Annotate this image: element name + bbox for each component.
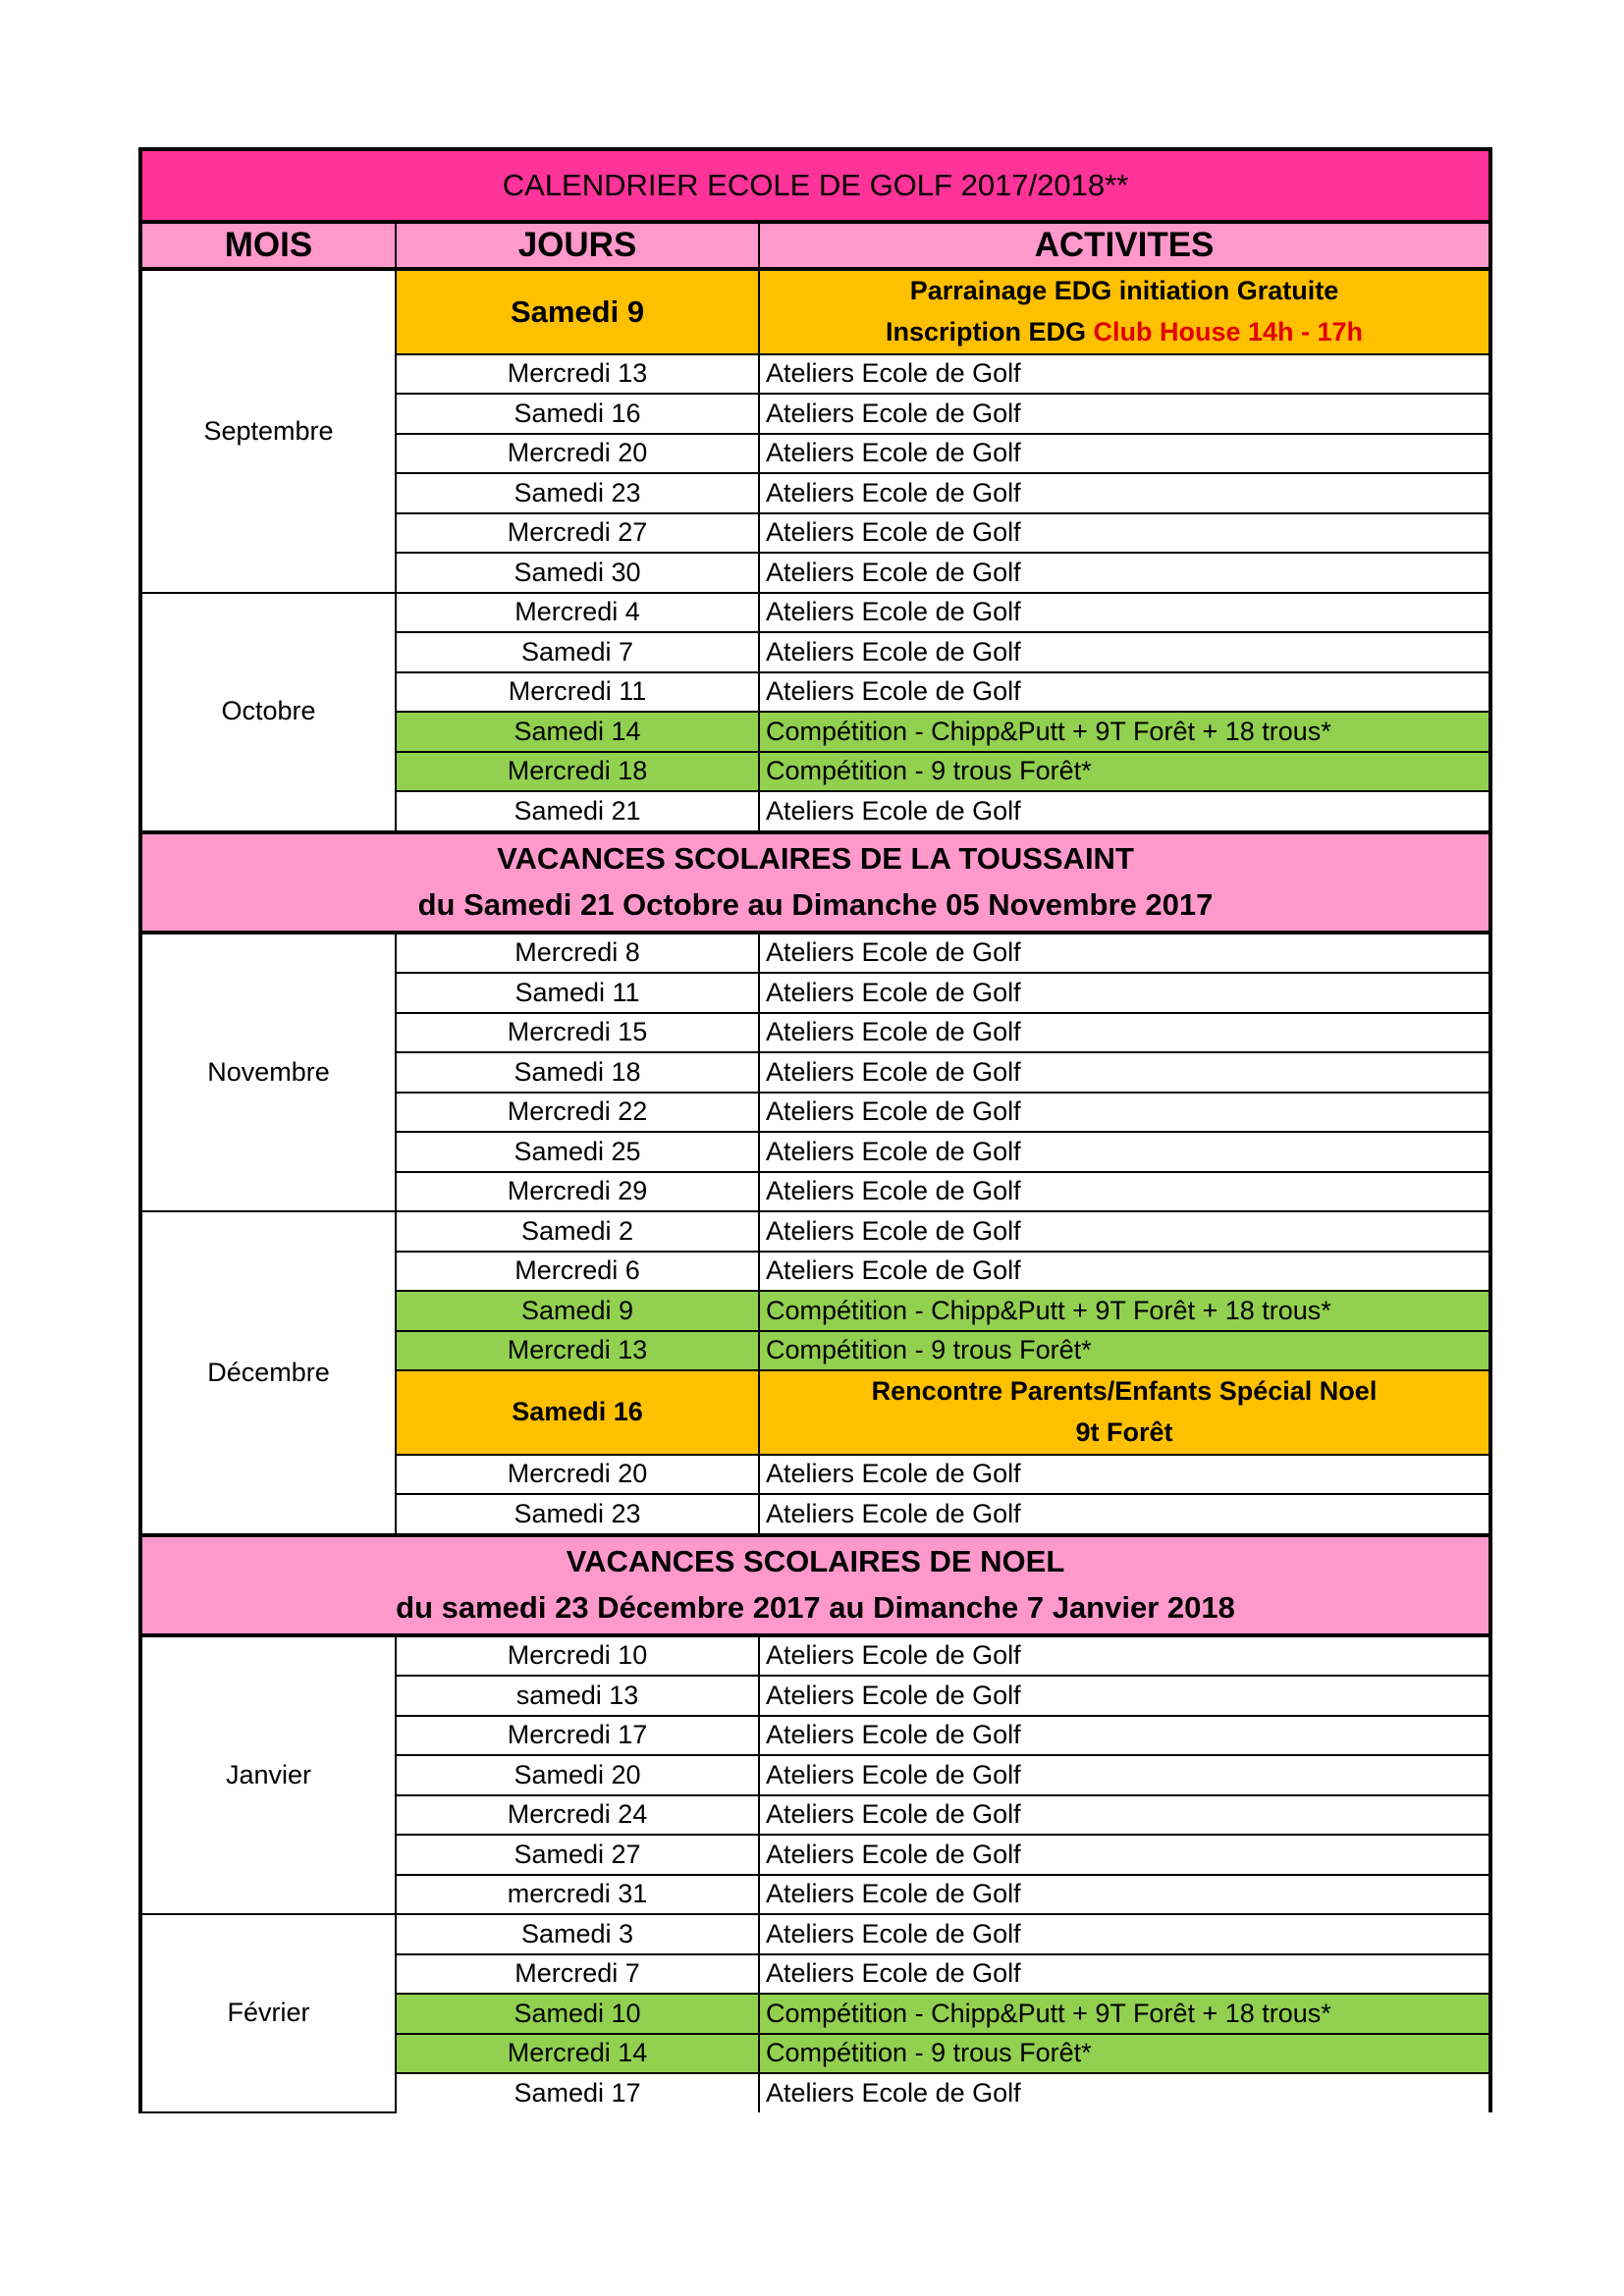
activity-cell (759, 1370, 1490, 1455)
day-cell: Mercredi 20 (396, 434, 759, 474)
activity-cell: Ateliers Ecole de Golf (759, 1455, 1490, 1495)
activity-cell: Ateliers Ecole de Golf (759, 1755, 1490, 1795)
day-cell: Samedi 9 (396, 1291, 759, 1331)
activity-cell: Ateliers Ecole de Golf (759, 1013, 1490, 1053)
day-cell: Samedi 2 (396, 1211, 759, 1252)
activity-cell: Compétition - Chipp&Putt + 9T Forêt + 18 trous* (759, 1994, 1490, 2034)
day-cell: Mercredi 8 (396, 933, 759, 974)
day-cell: Mercredi 17 (396, 1716, 759, 1756)
activity-cell: Ateliers Ecole de Golf (759, 973, 1490, 1013)
activity-cell: Ateliers Ecole de Golf (759, 2073, 1490, 2112)
activity-cell: Ateliers Ecole de Golf (759, 1875, 1490, 1915)
activity-cell: Ateliers Ecole de Golf (759, 1211, 1490, 1252)
holiday-banner-row (140, 1535, 1490, 1635)
month-cell: Novembre (140, 933, 396, 1212)
calendar-row (140, 1914, 1490, 1954)
activity-cell: Compétition - 9 trous Forêt* (759, 1331, 1490, 1371)
day-cell: Mercredi 15 (396, 1013, 759, 1053)
day-cell: Samedi 25 (396, 1132, 759, 1172)
activity-cell: Ateliers Ecole de Golf (759, 1494, 1490, 1535)
day-cell: Mercredi 22 (396, 1093, 759, 1133)
holiday-title: VACANCES SCOLAIRES DE NOEL (566, 1544, 1065, 1579)
day-cell: Samedi 18 (396, 1052, 759, 1093)
activity-cell: Ateliers Ecole de Golf (759, 672, 1490, 713)
day-cell: Samedi 23 (396, 1494, 759, 1535)
activity-cell: Ateliers Ecole de Golf (759, 354, 1490, 395)
activity-cell: Ateliers Ecole de Golf (759, 1795, 1490, 1836)
day-cell: Samedi 17 (396, 2073, 759, 2112)
activity-line-2 (766, 312, 1483, 353)
activity-cell (759, 269, 1490, 354)
title-row (140, 149, 1490, 222)
activity-cell: Compétition - Chipp&Putt + 9T Forêt + 18 trous* (759, 1291, 1490, 1331)
activity-cell: Ateliers Ecole de Golf (759, 1716, 1490, 1756)
calendar-row (140, 933, 1490, 974)
header-activites: ACTIVITES (759, 222, 1490, 269)
day-cell: Samedi 10 (396, 1994, 759, 2034)
header-jours: JOURS (396, 222, 759, 269)
day-cell: Mercredi 24 (396, 1795, 759, 1836)
day-cell: Samedi 27 (396, 1835, 759, 1875)
activity-cell: Ateliers Ecole de Golf (759, 1635, 1490, 1677)
day-cell: Mercredi 20 (396, 1455, 759, 1495)
activity-cell: Ateliers Ecole de Golf (759, 1093, 1490, 1133)
month-cell: Octobre (140, 593, 396, 832)
activity-cell: Ateliers Ecole de Golf (759, 1132, 1490, 1172)
calendar-row (140, 1211, 1490, 1252)
activity-cell: Compétition - Chipp&Putt + 9T Forêt + 18 trous* (759, 712, 1490, 752)
holiday-banner (140, 1535, 1490, 1635)
activity-cell: Ateliers Ecole de Golf (759, 1052, 1490, 1093)
day-cell: Samedi 14 (396, 712, 759, 752)
day-cell: Samedi 7 (396, 632, 759, 672)
day-cell: Mercredi 11 (396, 672, 759, 713)
day-cell: Samedi 9 (396, 269, 759, 354)
day-cell: Samedi 21 (396, 791, 759, 832)
day-cell: Mercredi 10 (396, 1635, 759, 1677)
holiday-banner-row (140, 832, 1490, 933)
calendar-row (140, 1635, 1490, 1677)
calendar-title: CALENDRIER ECOLE DE GOLF 2017/2018** (140, 149, 1490, 222)
calendar-table (138, 147, 1492, 2113)
day-cell: samedi 13 (396, 1676, 759, 1716)
day-cell: Samedi 20 (396, 1755, 759, 1795)
holiday-dates: du Samedi 21 Octobre au Dimanche 05 Novembre 2017 (417, 886, 1214, 922)
activity-cell: Ateliers Ecole de Golf (759, 1835, 1490, 1875)
day-cell: Samedi 30 (396, 553, 759, 593)
month-cell: Février (140, 1914, 396, 2112)
day-cell: Mercredi 18 (396, 752, 759, 792)
day-cell: Mercredi 7 (396, 1954, 759, 1995)
calendar-row (140, 269, 1490, 354)
activity-line-2 (766, 1413, 1483, 1454)
day-cell: Samedi 3 (396, 1914, 759, 1954)
activity-cell: Ateliers Ecole de Golf (759, 1676, 1490, 1716)
day-cell: Mercredi 13 (396, 354, 759, 395)
day-cell: Samedi 16 (396, 1370, 759, 1455)
activity-cell: Ateliers Ecole de Golf (759, 593, 1490, 633)
holiday-banner (140, 832, 1490, 933)
activity-line: Parrainage EDG initiation Gratuite (909, 276, 1339, 305)
activity-line-2-text: Inscription EDG (885, 316, 1094, 347)
day-cell: Mercredi 6 (396, 1252, 759, 1292)
activity-cell: Ateliers Ecole de Golf (759, 1252, 1490, 1292)
day-cell: Mercredi 14 (396, 2034, 759, 2074)
column-header-row (140, 222, 1490, 269)
month-cell: Janvier (140, 1635, 396, 1915)
month-cell: Décembre (140, 1211, 396, 1535)
day-cell: Samedi 16 (396, 394, 759, 434)
activity-line: Rencontre Parents/Enfants Spécial Noel (871, 1376, 1378, 1407)
activity-cell: Ateliers Ecole de Golf (759, 1172, 1490, 1212)
activity-cell: Ateliers Ecole de Golf (759, 553, 1490, 593)
day-cell: Mercredi 29 (396, 1172, 759, 1212)
holiday-dates: du samedi 23 Décembre 2017 au Dimanche 7 Janvier 2018 (396, 1589, 1235, 1625)
day-cell: Samedi 23 (396, 473, 759, 513)
activity-cell: Ateliers Ecole de Golf (759, 473, 1490, 513)
calendar-row (140, 593, 1490, 633)
activity-cell: Ateliers Ecole de Golf (759, 791, 1490, 832)
activity-cell: Ateliers Ecole de Golf (759, 434, 1490, 474)
activity-line-2-text: 9t Forêt (1075, 1417, 1173, 1448)
calendar-sheet (138, 147, 1489, 2115)
activity-cell: Ateliers Ecole de Golf (759, 1954, 1490, 1995)
day-cell: Mercredi 4 (396, 593, 759, 633)
day-cell: Samedi 11 (396, 973, 759, 1013)
day-cell: mercredi 31 (396, 1875, 759, 1915)
activity-cell: Compétition - 9 trous Forêt* (759, 752, 1490, 792)
calendar-body (140, 149, 1490, 2112)
activity-cell: Ateliers Ecole de Golf (759, 394, 1490, 434)
activity-cell: Compétition - 9 trous Forêt* (759, 2034, 1490, 2074)
activity-cell: Ateliers Ecole de Golf (759, 1914, 1490, 1954)
activity-cell: Ateliers Ecole de Golf (759, 933, 1490, 974)
activity-cell: Ateliers Ecole de Golf (759, 632, 1490, 672)
day-cell: Mercredi 27 (396, 513, 759, 554)
day-cell: Mercredi 13 (396, 1331, 759, 1371)
header-mois: MOIS (140, 222, 396, 269)
month-cell: Septembre (140, 269, 396, 593)
activity-highlight: Club House 14h - 17h (1093, 316, 1364, 347)
activity-cell: Ateliers Ecole de Golf (759, 513, 1490, 554)
holiday-title: VACANCES SCOLAIRES DE LA TOUSSAINT (497, 841, 1134, 877)
